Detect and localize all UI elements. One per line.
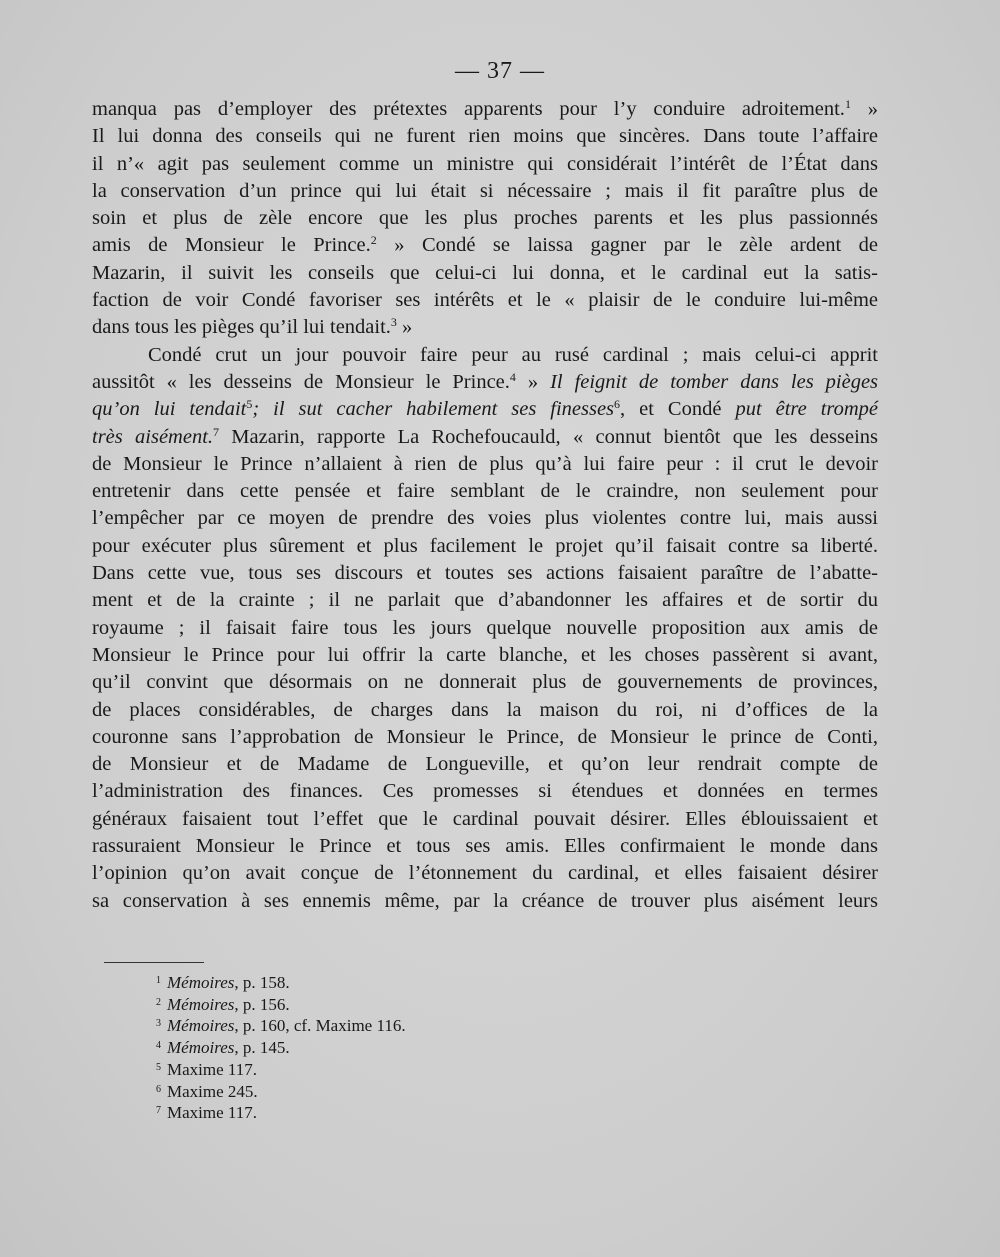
text-segment: amis de Monsieur le Prince. (92, 234, 371, 257)
text-line: ment et de la crainte ; il ne parlait que d’abandonner les affaires et de sortir du (92, 589, 878, 612)
footnote-text: Maxime 117. (167, 1059, 258, 1079)
footnote-ref: 2 (370, 233, 377, 248)
text-line: il n’« agit pas seulement comme un ministre qui considérait l’intérêt de l’État dans (92, 152, 878, 175)
footnotes (156, 972, 406, 1124)
footnote-text: , p. 158. (234, 973, 290, 992)
text-line: de Monsieur le Prince n’allaient à rien de plus qu’à lui faire peur : il crut le devoir (92, 452, 878, 475)
footnote (156, 1102, 406, 1124)
footnote-number: 6 (156, 1083, 161, 1095)
text-line: couronne sans l’approbation de Monsieur le Prince, de Monsieur le prince de Conti, (92, 725, 878, 748)
text-segment: dans tous les pièges qu’il lui tendait. (92, 316, 391, 339)
main-text (92, 96, 878, 915)
footnote-source: Mémoires (167, 1016, 235, 1036)
text-line: Il lui donna des conseils qui ne furent rien moins que sincères. Dans toute l’affaire (92, 125, 878, 148)
footnote-number: 5 (156, 1061, 161, 1073)
text-line: l’empêcher par ce moyen de prendre des voies plus violentes contre lui, mais aussi (92, 507, 878, 530)
footnote-text: , p. 160, cf. Maxime 116. (234, 1016, 406, 1036)
text-line: généraux faisaient tout l’effet que le cardinal pouvait désirer. Elles éblouissaient et (92, 807, 878, 830)
footnote-number: 7 (156, 1105, 161, 1117)
footnote (156, 994, 406, 1016)
text-line: de Monsieur et de Madame de Longueville, et qu’on leur rendrait compte de (92, 753, 878, 776)
text-line: Monsieur le Prince pour lui offrir la carte blanche, et les choses passèrent si avant, (92, 643, 878, 666)
footnote-source: Mémoires (167, 1038, 235, 1058)
footnote (156, 1081, 406, 1103)
text-line (92, 96, 878, 123)
text-line: royaume ; il faisait faire tous les jours quelque nouvelle proposition aux amis de (92, 616, 878, 639)
text-line (92, 232, 878, 259)
footnote (156, 972, 406, 994)
footnote (156, 1059, 406, 1081)
italic-quote: put être trompé (735, 398, 879, 421)
text-line: soin et plus de zèle encore que les plus proches parents et les plus passionnés (92, 207, 878, 230)
text-line: pour exécuter plus sûrement et plus facilement le projet qu’il faisait contre sa liberté. (92, 534, 878, 557)
text-line (92, 314, 878, 341)
footnote-ref: 4 (509, 369, 516, 384)
text-line (92, 396, 878, 423)
footnote-text: Maxime 117. (167, 1103, 258, 1123)
text-line: de places considérables, de charges dans la maison du roi, ni d’offices de la (92, 698, 878, 721)
text-line: l’opinion qu’on avait conçue de l’étonnement du cardinal, et elles faisaient désirer (92, 862, 878, 885)
footnote-ref: 1 (844, 97, 851, 111)
footnote-ref: 5 (246, 397, 253, 412)
text-segment: manqua pas d’employer des prétextes apparents pour l’y conduire adroitement. (92, 98, 845, 120)
footnote-ref: 3 (390, 315, 397, 330)
text-line: Dans cette vue, tous ses discours et toutes ses actions faisaient paraître de l’abatte- (92, 562, 878, 585)
text-segment: Mazarin, rapporte La Rochefoucauld, « connut bientôt que les desseins (219, 425, 879, 448)
text-line (92, 369, 878, 396)
footnote-text: Maxime 245. (167, 1081, 258, 1101)
footnote-number: 1 (156, 975, 161, 986)
footnote-source: Mémoires (167, 973, 235, 992)
text-line: Mazarin, il suivit les conseils que celui-ci lui donna, et le cardinal eut la satis- (92, 261, 878, 284)
footnote-source: Mémoires (167, 994, 235, 1014)
italic-quote: très aisément. (92, 425, 214, 448)
text-segment: aussitôt « les desseins de Monsieur le Prince. (92, 370, 510, 393)
text-segment: Condé se laissa gagner par le zèle ardent de (404, 234, 879, 257)
text-line: sa conservation à ses ennemis même, par la créance de trouver plus aisément leurs (92, 889, 878, 912)
text-segment: » (396, 316, 413, 339)
italic-quote: ; il sut cacher habilement ses finesses (252, 398, 615, 421)
footnote (156, 1015, 406, 1037)
footnote-divider (104, 962, 204, 963)
text-line: la conservation d’un prince qui lui était si nécessaire ; mais il fit paraître plus de (92, 179, 878, 202)
footnote-number: 3 (156, 1018, 161, 1030)
text-line (92, 424, 878, 451)
text-line: qu’il convint que désormais on ne donnerait plus de gouvernements de provinces, (92, 671, 878, 694)
footnote-text: , p. 156. (234, 994, 290, 1014)
text-line: Condé crut un jour pouvoir faire peur au rusé cardinal ; mais celui-ci apprit (148, 343, 878, 366)
page-number: — 37 — (455, 58, 545, 84)
footnote-number: 2 (156, 996, 161, 1008)
italic-quote: qu’on lui tendait (92, 398, 247, 421)
text-line: entretenir dans cette pensée et faire semblant de le craindre, non seulement pour (92, 480, 878, 503)
italic-quote: Il feignit de tomber dans les pièges (550, 370, 879, 393)
text-segment: » (515, 370, 539, 393)
text-line: rassuraient Monsieur le Prince et tous ses amis. Elles confirmaient le monde dans (92, 835, 878, 858)
text-segment: » (850, 98, 878, 120)
text-line: faction de voir Condé favoriser ses intérêts et le « plaisir de le conduire lui-même (92, 289, 878, 312)
footnote-ref: 6 (614, 397, 621, 412)
text-segment: , et Condé (620, 398, 722, 421)
text-line: l’administration des finances. Ces promesses si étendues et données en termes (92, 780, 878, 803)
text-segment: » (376, 234, 405, 257)
footnote-ref: 7 (213, 424, 220, 439)
footnote-number: 4 (156, 1040, 161, 1052)
footnote (156, 1037, 406, 1059)
footnote-text: , p. 145. (234, 1038, 290, 1058)
